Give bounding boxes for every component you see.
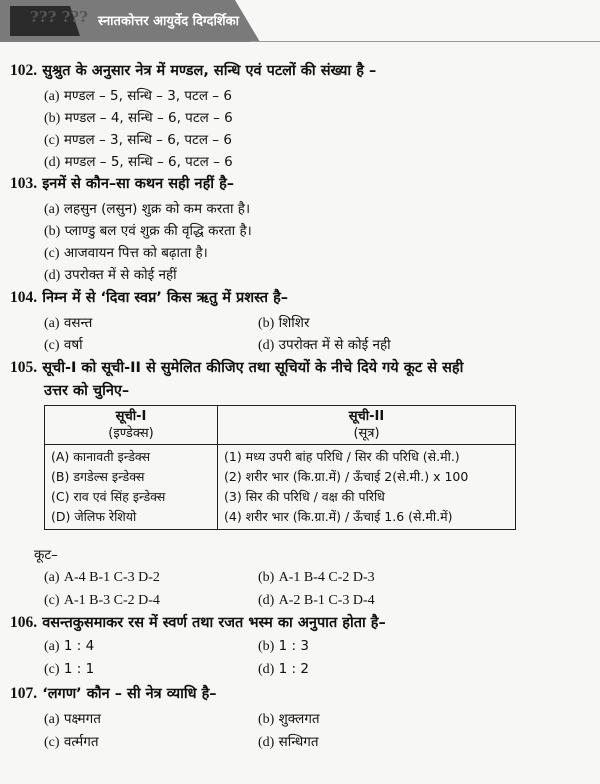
question-102 <box>10 61 376 81</box>
list1-item: (D) जेलिफ रेशियो <box>51 509 137 524</box>
question-number: 102. <box>10 62 38 79</box>
question-number: 104. <box>10 289 38 306</box>
option-104-d: (d) उपरोक्त में से कोई नही <box>258 337 391 353</box>
option-102-c: (c) मण्डल – 3, सन्धि – 6, पटल – 6 <box>44 132 232 148</box>
option-106-b: (b) 1 : 3 <box>258 638 309 654</box>
option-106-c: (c) 1 : 1 <box>44 661 95 677</box>
question-103 <box>10 174 234 194</box>
header-rule <box>250 41 600 42</box>
option-103-a: (a) लहसुन (लसुन) शुक्र को कम करता है। <box>44 201 251 217</box>
option-103-c: (c) आजवायन पित्त को बढ़ाता है। <box>44 245 208 261</box>
question-text: सुश्रुत के अनुसार नेत्र में मण्डल, सन्धि एवं पटलों की संख्या है – <box>42 63 377 79</box>
page-header <box>0 0 600 50</box>
match-table <box>44 405 516 530</box>
option-107-b: (b) शुक्लगत <box>258 711 320 727</box>
question-104 <box>10 288 288 308</box>
option-102-a: (a) मण्डल – 5, सन्धि – 3, पटल – 6 <box>44 88 232 104</box>
question-number: 107. <box>10 685 38 702</box>
option-104-b: (b) शिशिर <box>258 315 310 331</box>
book-title: स्नातकोत्तर आयुर्वेद दिग्दर्शिका <box>98 14 240 29</box>
question-107 <box>10 684 217 704</box>
question-text: ‘लगण’ कौन – सी नेत्र व्याधि है– <box>42 686 217 702</box>
option-103-d: (d) उपरोक्त में से कोई नहीं <box>44 267 177 283</box>
list1-cell <box>45 445 218 530</box>
question-text-line1: सूची-I को सूची-II से सुमेलित कीजिए तथा सूचियों के नीचे दिये गये कूट से सही <box>42 360 464 376</box>
option-107-c: (c) वर्त्मगत <box>44 734 99 750</box>
list2-item: (4) शरीर भार (कि.ग्रा.में) / ऊँचाई 1.6 (से.मी.में) <box>224 509 453 524</box>
list2-item: (3) सिर की परिधि / वक्ष की परिधि <box>224 489 385 504</box>
list2-header: सूची-II (सूत्र) <box>218 406 516 445</box>
option-107-d: (d) सन्धिगत <box>258 734 319 750</box>
option-104-c: (c) वर्षा <box>44 337 83 353</box>
option-102-d: (d) मण्डल – 5, सन्धि – 6, पटल – 6 <box>44 154 233 170</box>
option-106-a: (a) 1 : 4 <box>44 638 95 654</box>
page-number: ??? ??? <box>30 8 88 26</box>
question-105 <box>10 358 463 378</box>
option-105-b: (b) A-1 B-4 C-2 D-3 <box>258 570 375 585</box>
list1-item: (A) कानावती इन्डेक्स <box>51 449 151 464</box>
option-104-a: (a) वसन्त <box>44 315 93 331</box>
question-text: निम्न में से ‘दिवा स्वप्न’ किस ऋतु में प्रशस्त है– <box>42 290 289 306</box>
question-text: इनमें से कौन–सा कथन सही नहीं है– <box>42 176 235 192</box>
option-106-d: (d) 1 : 2 <box>258 661 309 677</box>
list2-cell <box>218 445 516 530</box>
list2-item: (1) मध्य उपरी बांह परिधि / सिर की परिधि (से.मी.) <box>224 449 460 464</box>
question-106 <box>10 613 386 633</box>
list1-item: (B) डगडेल्स इन्डेक्स <box>51 469 145 484</box>
option-105-c: (c) A-1 B-3 C-2 D-4 <box>44 593 160 608</box>
question-text: वसन्तकुसमाकर रस में स्वर्ण तथा रजत भस्म का अनुपात होता है– <box>42 615 386 631</box>
option-107-a: (a) पक्ष्मगत <box>44 711 101 727</box>
option-103-b: (b) प्लाण्डु बल एवं शुक्र की वृद्धि करता है। <box>44 223 252 239</box>
list1-item: (C) राव एवं सिंह इन्डेक्स <box>51 489 166 504</box>
list2-item: (2) शरीर भार (कि.ग्रा.में) / ऊँचाई 2(से.मी.) x 100 <box>224 469 469 484</box>
option-105-a: (a) A-4 B-1 C-3 D-2 <box>44 570 160 585</box>
kut-label: कूट– <box>34 547 58 563</box>
option-102-b: (b) मण्डल – 4, सन्धि – 6, पटल – 6 <box>44 110 233 126</box>
question-number: 105. <box>10 359 38 376</box>
list1-header: सूची-I (इण्डेक्स) <box>45 406 218 445</box>
question-number: 103. <box>10 175 38 192</box>
option-105-d: (d) A-2 B-1 C-3 D-4 <box>258 593 375 608</box>
question-text-line2: उत्तर को चुनिए– <box>44 383 130 399</box>
question-number: 106. <box>10 614 38 631</box>
